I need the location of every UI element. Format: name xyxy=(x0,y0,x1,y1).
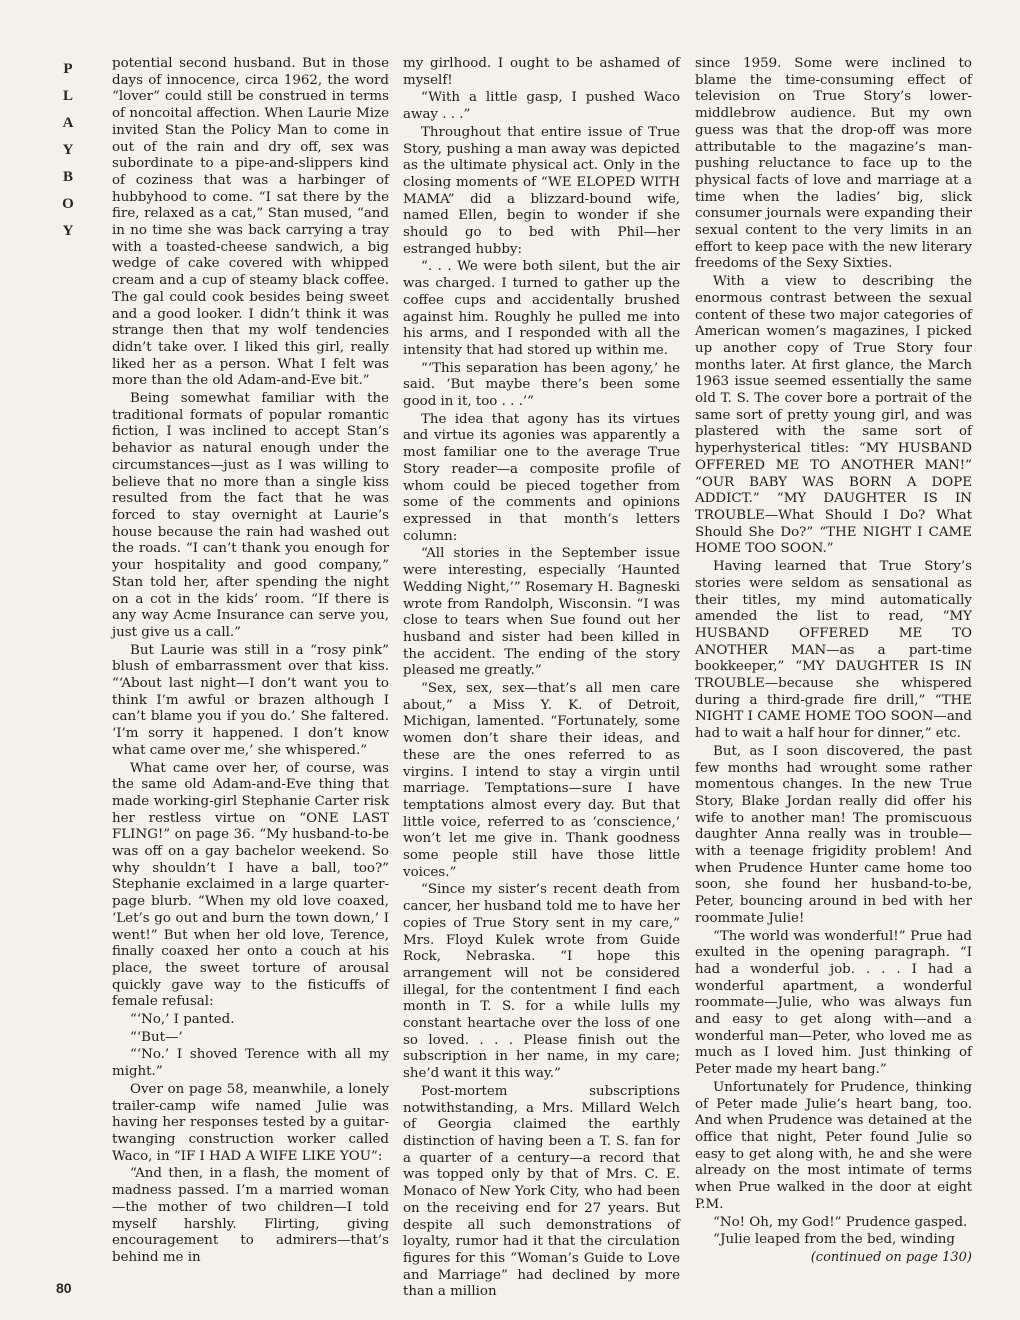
paragraph: “Sex, sex, sex—that’s all men care about,” a Miss Y. K. of Detroit, Michigan, lamented. “Fortunately, some women don’t share their ideas, and these are the ones referred to as virgins. I intend to stay a virgin until marriage. Temptations—sure I have temptations almost every day. But that little voice, referred to as ‘conscience,’ won’t let me give in. Thank goodness some people still have those little voices.” xyxy=(403,681,680,880)
continued-note: (continued on page 130) xyxy=(810,1249,972,1265)
paragraph: “‘No.’ I shoved Terence with all my might.” xyxy=(112,1047,389,1080)
paragraph: But Laurie was still in a “rosy pink” blush of embarrassment over that kiss. “‘About last night—I don’t want you to think I’m awful or brazen although I can’t blame you if you do.’ She faltered. ‘I’m sorry it happened. I don’t know what came over me,’ she whispered.” xyxy=(112,642,389,758)
paragraph: The idea that agony has its virtues and virtue its agonies was apparently a most familiar one to the average True Story reader—a composite profile of whom could be pieced together from some of the comments and opinions expressed in that month’s letters column: xyxy=(403,411,680,544)
paragraph: “‘But—’ xyxy=(130,1029,183,1045)
paragraph: “. . . We were both silent, but the air was charged. I turned to gather up the coffee cups and accidentally brushed against him. Roughly he pulled me into his arms, and I responded with all the intensity that had stored up within me. xyxy=(403,259,680,358)
running-head-letters: P L A Y B O Y xyxy=(62,61,74,239)
paragraph: Throughout that entire issue of True Story, pushing a man away was depicted as the ultimate physical act. Only in the closing moments of “WE ELOPED WITH MAMA” did a blizzard-bound wife, named Ellen, begin to wonder if she should go to bed with Phil—her estranged hubby: xyxy=(403,124,680,257)
paragraph: Having learned that True Story’s stories were seldom as sensational as their titles, my mind automatically amended the list to read, “MY HUSBAND OFFERED ME TO ANOTHER MAN—as a part-time bookkeeper,” “MY DAUGHTER IS IN TROUBLE—because she whispered during a third-grade fire drill,” “THE NIGHT I CAME HOME TOO SOON—and had to wait a half hour for dinner,” etc. xyxy=(695,559,972,742)
text-column-2 xyxy=(403,56,680,1301)
paragraph: Being somewhat familiar with the traditional formats of popular romantic fiction, I was inclined to accept Stan’s behavior as natural enough under the circumstances—just as I was willing to believe that no more than a single kiss resulted from the fact that he was forced to stay overnight at Laurie’s house because the rain had washed out the roads. “I can’t thank you enough for your hospitality and good company,” Stan told her, after spending the night on a cot in the kids’ room. “If there is any way Acme Insurance can serve you, just give us a call.” xyxy=(112,391,389,640)
paragraph: “With a little gasp, I pushed Waco away . . .” xyxy=(403,90,680,123)
paragraph: With a view to describing the enormous contrast between the sexual content of these two major categories of American women’s magazines, I picked up another copy of True Story four months later. At first glance, the March 1963 issue seemed essentially the same old T. S. The cover bore a portrait of the same sort of pretty young girl, and was plastered with the same sort of hyperhysterical titles: “MY HUSBAND OFFERED ME TO ANOTHER MAN!” “OUR BABY WAS BORN A DOPE ADDICT.” “MY DAUGHTER IS IN TROUBLE—What Should I Do? What Should She Do?” “THE NIGHT I CAME HOME TOO SOON.” xyxy=(695,274,972,557)
paragraph: “All stories in the September issue were interesting, especially ‘Haunted Wedding Night,’” Rosemary H. Bagneski wrote from Randolph, Wisconsin. “I was close to tears when Sue found out her husband and sister had been killed in the accident. The ending of the story pleased me greatly.” xyxy=(403,546,680,679)
paragraph: What came over her, of course, was the same old Adam-and-Eve thing that made working-girl Stephanie Carter risk her restless virtue on “ONE LAST FLING!” on page 36. “My husband-to-be was off on a gay bachelor weekend. So why shouldn’t I have a ball, too?” Stephanie exclaimed in a large quarter-page blurb. “When my old love coaxed, ‘Let’s go out and burn the town down,’ I went!” But when her old love, Terence, finally coaxed her onto a couch at his place, the sweet torture of arousal quickly gave way to the fisticuffs of female refusal: xyxy=(112,760,389,1010)
paragraph: But, as I soon discovered, the past few months had wrought some rather momentous changes. In the new True Story, Blake Jordan really did offer his wife to another man! The promiscuous daughter Anna really was in trouble—with a teenage frigidity problem! And when Prudence Hunter came home too soon, she found her husband-to-be, Peter, bouncing around in bed with her roommate Julie! xyxy=(695,743,972,926)
paragraph: “‘This separation has been agony,’ he said. ‘But maybe there’s been some good in it, too . . .’” xyxy=(403,360,680,410)
paragraph: “No! Oh, my God!” Prudence gasped. xyxy=(713,1214,968,1230)
paragraph: my girlhood. I ought to be ashamed of myself! xyxy=(403,56,680,88)
paragraph: “The world was wonderful!” Prue had exulted in the opening paragraph. “I had a wonderful job. . . . I had a wonderful apartment, a wonderful roommate—Julie, who was always fun and easy to get along with—and a wonderful man—Peter, who loved me as much as I loved him. Just thinking of Peter made my heart bang.” xyxy=(695,928,972,1078)
text-column-3 xyxy=(695,56,972,1267)
paragraph: “And then, in a flash, the moment of madness passed. I’m a married woman—the mother of two children—I told myself harshly. Flirting, giving encouragement to admirers—that’s behind me in xyxy=(112,1166,389,1265)
paragraph: potential second husband. But in those days of innocence, circa 1962, the word “lover” could still be construed in terms of noncoital affection. When Laurie Mize invited Stan the Policy Man to come in out of the rain and dry off, sex was subordinate to a pipe-and-slippers kind of coziness that was a harbinger of hubbyhood to come. “I sat there by the fire, relaxed as a cat,” Stan mused, “and in no time she was back carrying a tray with a toasted-cheese sandwich, a big wedge of cake covered with whipped cream and a cup of steamy black coffee. The gal could cook besides being sweet and a good looker. I didn’t think it was strange then that my wolf tendencies didn’t take over. I liked this girl, really liked her as a person. What I felt was more than the old Adam-and-Eve bit.” xyxy=(112,56,389,389)
text-column-1 xyxy=(112,56,389,1267)
page-number: 80 xyxy=(56,1280,72,1296)
paragraph: Post-mortem subscriptions notwithstanding, a Mrs. Millard Welch of Georgia claimed the earthly distinction of having been a T. S. fan for a quarter of a century—a record that was topped only by that of Mrs. C. E. Monaco of New York City, who had been on the receiving end for 27 years. But despite all such demonstrations of loyalty, rumor had it that the circulation figures for this “Woman’s Guide to Love and Marriage” had declined by more than a million xyxy=(403,1083,680,1300)
paragraph: “‘No,’ I panted. xyxy=(130,1012,235,1028)
paragraph: “Since my sister’s recent death from cancer, her husband told me to have her copies of True Story sent in my care,” Mrs. Floyd Kulek wrote from Guide Rock, Nebraska. “I hope this arrangement will not be considered illegal, for the contentment I find each month in T. S. for a while lulls my constant heartache over the loss of one so loved. . . . Please finish out the subscription in her name, in my care; she’d want it this way.” xyxy=(403,882,680,1082)
paragraph: since 1959. Some were inclined to blame the time-consuming effect of television on True Story’s lower-middlebrow audience. But my own guess was that the drop-off was more attributable to the magazine’s man-pushing reluctance to face up to the physical facts of love and marriage at a time when the ladies’ big, slick consumer journals were expanding their sexual content to the very limits in an effort to keep pace with the new literary freedoms of the Sexy Sixties. xyxy=(695,56,972,272)
paragraph: “Julie leaped from the bed, winding xyxy=(713,1232,955,1248)
paragraph: Unfortunately for Prudence, thinking of Peter made Julie’s heart bang, too. And when Prudence was detained at the office that night, Peter found Julie so easy to get along with, he and she were already on the most intimate of terms when Prue walked in the door at eight P.M. xyxy=(695,1079,972,1212)
running-head xyxy=(54,56,82,245)
paragraph: Over on page 58, meanwhile, a lonely trailer-camp wife named Julie was having her responses tested by a guitar-twanging construction worker called Waco, in “IF I HAD A WIFE LIKE YOU”: xyxy=(112,1081,389,1164)
